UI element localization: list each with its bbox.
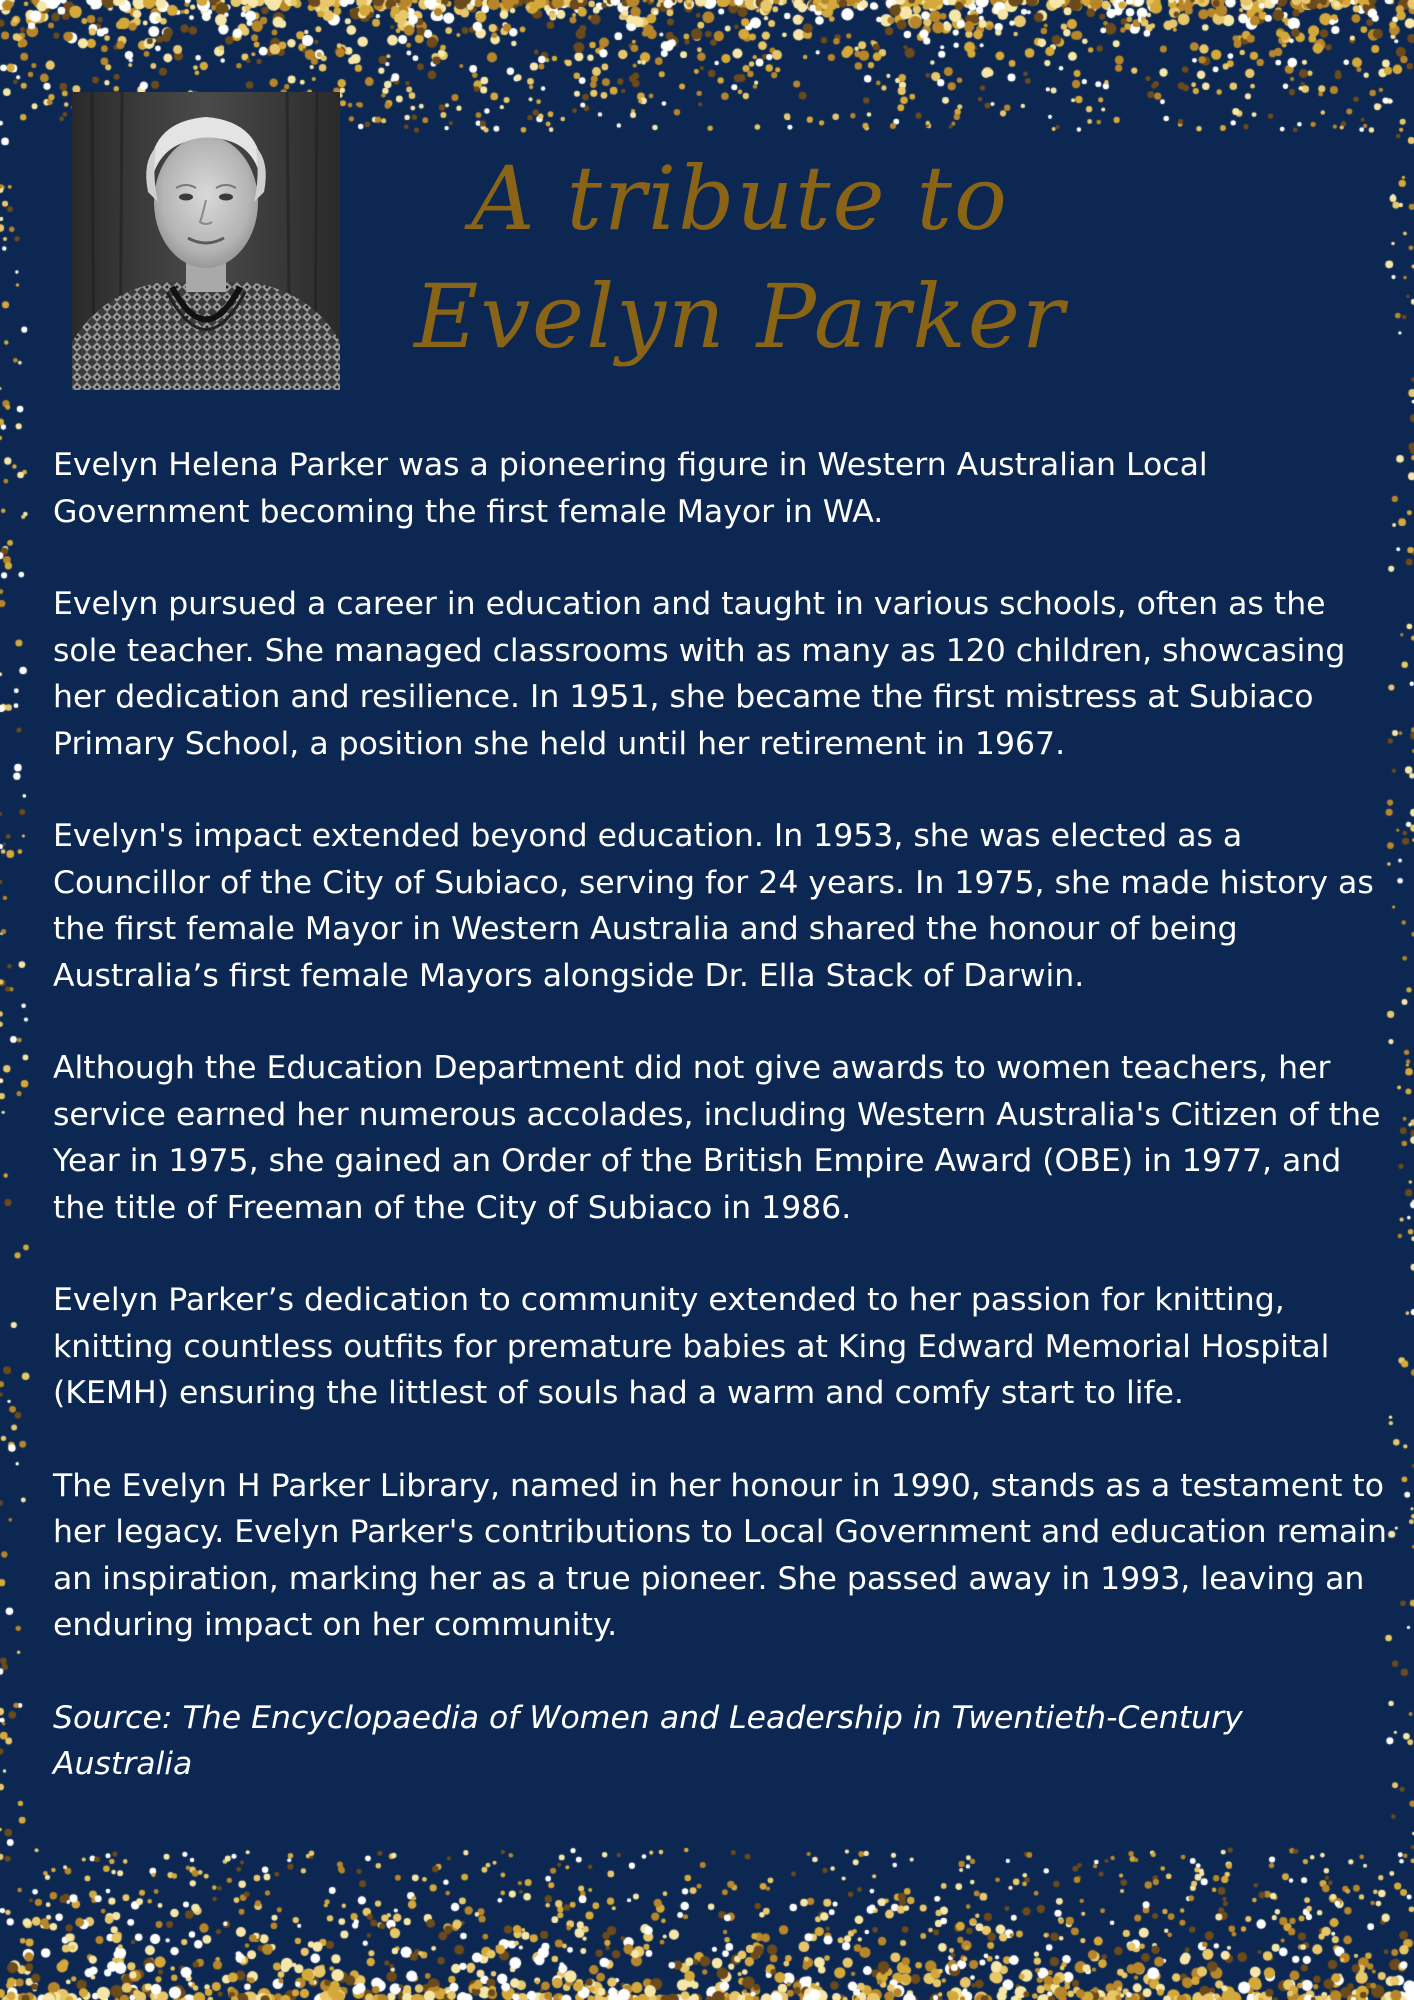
page-title [380,140,1100,376]
paragraph-intro: Evelyn Helena Parker was a pioneering figure in Western Australian Local Government becoming the first female Mayor in WA. [53,447,1208,530]
evelyn-parker-portrait [72,92,340,390]
paragraph-knitting: Evelyn Parker’s dedication to community extended to her passion for knitting, knitting countless outfits for premature babies at King Edward Memorial Hospital (KEMH) ensuring the littlest of souls had a warm and comfy start to life. [53,1282,1330,1411]
source-citation: Source: The Encyclopaedia of Women and Leadership in Twentieth-Century Australia [53,1699,1243,1782]
paragraph-council: Evelyn's impact extended beyond education. In 1953, she was elected as a Councillor of the City of Subiaco, serving for 24 years. In 1975, she made history as the first female Mayor in Western Australia and shared the honour of being Australia’s first female Mayors alongside Dr. Ella Stack of Darwin. [53,818,1374,994]
paragraph-awards: Although the Education Department did not give awards to women teachers, her service earned her numerous accolades, including Western Australia's Citizen of the Year in 1975, she gained an Order of the British Empire Award (OBE) in 1977, and the title of Freeman of the City of Subiaco in 1986. [53,1050,1381,1226]
paragraph-education: Evelyn pursued a career in education and taught in various schools, often as the sole teacher. She managed classrooms with as many as 120 children, showcasing her dedication and resilience. In 1951, she became the first mistress at Subiaco Primary School, a position she held until her retirement in 1967. [53,586,1346,762]
portrait-photo-icon [72,92,340,390]
paragraph-library: The Evelyn H Parker Library, named in her honour in 1990, stands as a testament to her legacy. Evelyn Parker's contributions to Local Government and education remain an inspiration, marking her as a true pioneer. She passed away in 1993, leaving an enduring impact on her community. [53,1467,1387,1643]
title-line-1: A tribute to [471,147,1009,250]
title-line-2: Evelyn Parker [414,265,1066,368]
tribute-body [53,442,1388,1834]
